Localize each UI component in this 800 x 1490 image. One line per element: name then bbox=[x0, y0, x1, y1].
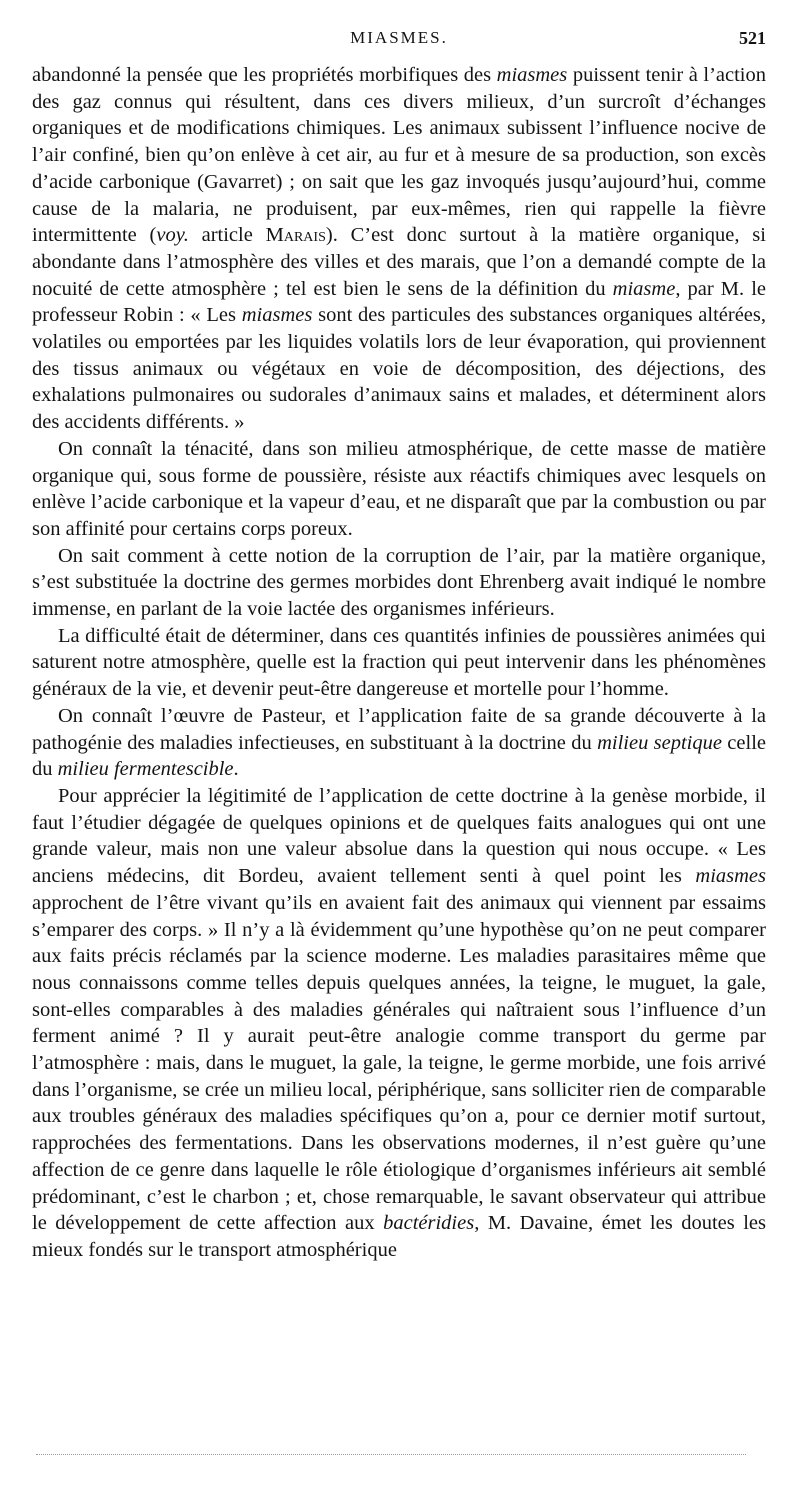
page-number: 521 bbox=[739, 28, 766, 48]
italic-term: voy. bbox=[156, 224, 189, 247]
page-header bbox=[32, 28, 766, 54]
running-head: MIASMES. bbox=[350, 28, 448, 47]
paragraph-p4 bbox=[32, 623, 766, 703]
paragraph-p2 bbox=[32, 436, 766, 543]
footer-dotted-rule bbox=[36, 1454, 746, 1455]
text-run: ). C’est donc surtout à la matière organique, si abondante dans l’atmosphère des villes et des marais, que l’on a demandé compte de la nocuité de cette atmosphère ; tel est bien le sens de la définition du bbox=[32, 224, 766, 300]
italic-term: bactéridies bbox=[383, 1212, 475, 1235]
text-run: article bbox=[188, 224, 266, 247]
text-run: abandonné la pensée que les propriétés morbifiques des bbox=[32, 64, 497, 86]
paragraph-p3 bbox=[32, 543, 766, 623]
text-run: , par M. le professeur Robin : « Les bbox=[32, 277, 766, 327]
paragraph-p6 bbox=[32, 783, 766, 1264]
text-run: , M. Davaine, émet les doutes les mieux fondés sur le transport atmosphérique bbox=[32, 1212, 766, 1261]
paragraph-p5 bbox=[32, 703, 766, 783]
text-run: sont des particules des substances organiques altérées, volatiles ou emportées par les liquides volatils lors de leur évaporation, qui proviennent des tissus animaux ou végétaux en voie de décomposition, des déjections, des exhalations pulmonaires ou sudorales d’animaux sains et malades, et déterminent alors des accidents différents. » bbox=[32, 304, 767, 434]
small-caps-reference: Marais bbox=[265, 224, 326, 247]
text-run: puissent tenir à l’action des gaz connus qui résultent, dans ces divers milieux, d’un surcroît d’échanges organiques et de modifications chimiques. Les animaux subissent l’influence nocive de l’air confiné, bien qu’on enlève à cet air, au fur et à mesure de sa production, son excès d’acide carbonique (Gavarret) ; on sait que les gaz invoqués jusqu’aujourd’hui, comme cause de la malaria, ne produisent, par eux-mêmes, rien qui rappelle la fièvre intermittente ( bbox=[32, 64, 766, 247]
text-run: On connaît la ténacité, dans son milieu atmosphérique, de cette masse de matière organique qui, sous forme de poussière, résiste aux réactifs chimiques avec lesquels on enlève l’acide carbonique et la vapeur d’eau, et ne disparaît que par la combustion ou par son affinité pour certains corps poreux. bbox=[32, 437, 766, 540]
body-text bbox=[32, 62, 766, 1264]
italic-term: miasmes bbox=[695, 865, 766, 888]
italic-term: milieu septique bbox=[597, 731, 722, 754]
text-run: celle du bbox=[32, 731, 766, 781]
italic-term: miasmes bbox=[241, 304, 313, 327]
text-run: La difficulté était de déterminer, dans ces quantités infinies de poussières animées qui saturent notre atmosphère, quelle est la fraction qui peut intervenir dans les phénomènes généraux de la vie, et devenir peut-être dangereuse et mortelle pour l’homme. bbox=[32, 624, 766, 701]
paragraph-p1 bbox=[32, 62, 766, 436]
text-run: Pour apprécier la légitimité de l’application de cette doctrine à la genèse morbide, il faut l’étudier dégagée de quelques opinions et de quelques faits analogues qui ont une grande valeur, mais non une valeur absolue dans la question qui nous occupe. « Les anciens médecins, dit Bordeu, avaient tellement senti à quel point les bbox=[32, 784, 766, 888]
italic-term: miasme bbox=[612, 277, 676, 300]
italic-term: milieu fermentescible bbox=[57, 758, 234, 781]
text-run: On connaît l’œuvre de Pasteur, et l’application faite de sa grande découverte à la pathogénie des maladies infectieuses, en substituant à la doctrine du bbox=[32, 704, 766, 754]
text-run: approchent de l’être vivant qu’ils en avaient fait des animaux qui viennent par essaims s’emparer des corps. » Il n’y a là évidemment qu’une hypothèse qu’on ne peut comparer aux faits précis réclamés par la science moderne. Les maladies parasitaires même que nous connaissons comme telles depuis quelques années, la teigne, le muguet, la gale, sont-elles comparables à des maladies générales qui naîtraient sous l’influence d’un ferment animé ? Il y aurait peut-être analogie comme transport du germe par l’atmosphère : mais, dans le muguet, la gale, la teigne, le germe morbide, une fois arrivé dans l’organisme, se crée un milieu local, périphérique, sans solliciter rien de comparable aux troubles généraux des maladies spécifiques qu’on a, pour ce dernier motif surtout, rapprochées des fermentations. Dans les observations modernes, il n’est guère qu’une affection de ce genre dans laquelle le rôle étiologique d’organismes inférieurs ait semblé prédominant, c’est le charbon ; et, chose remarquable, le savant observateur qui attribue le développement de cette affection aux bbox=[32, 891, 766, 1235]
text-run: On sait comment à cette notion de la corruption de l’air, par la matière organique, s’est substituée la doctrine des germes morbides dont Ehrenberg avait indiqué le nombre immense, en parlant de la voie lactée des organismes inférieurs. bbox=[32, 544, 766, 621]
text-run: . bbox=[233, 758, 239, 781]
italic-term: miasmes bbox=[496, 64, 568, 86]
